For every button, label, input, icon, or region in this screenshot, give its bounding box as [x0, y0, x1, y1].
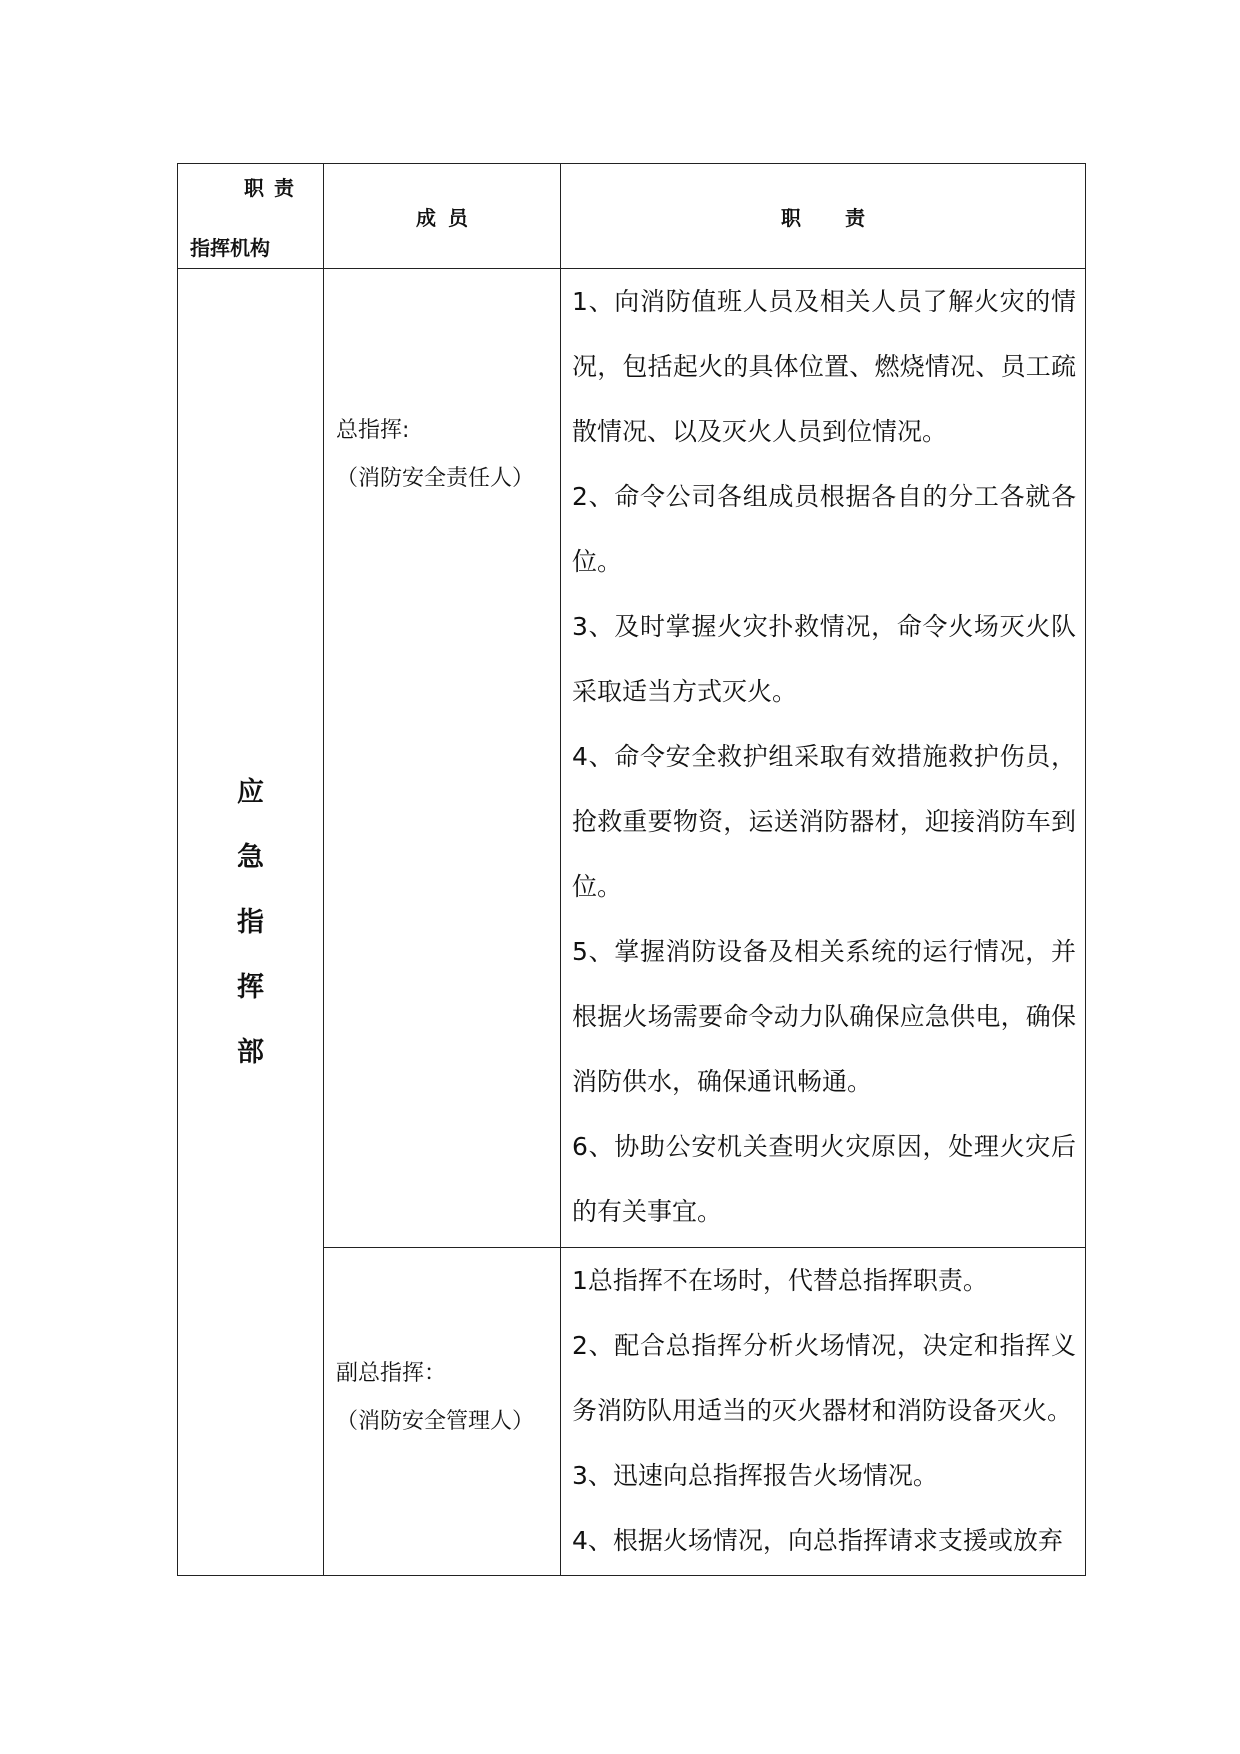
header-duty-cell: [561, 164, 1086, 269]
org-name: 应急指挥部: [237, 776, 264, 1068]
responsibility-table: [177, 163, 1086, 1576]
duty-item: 4、根据火场情况，向总指挥请求支援或放弃: [572, 1526, 1063, 1555]
org-name-cell: [178, 269, 324, 1576]
header-duty: 职责: [781, 205, 909, 230]
duty-cell: [561, 1248, 1086, 1576]
header-row: [178, 164, 1086, 269]
table-row: [178, 269, 1086, 1248]
duty-item: 2、配合总指挥分析火场情况，决定和指挥义务消防队用适当的灭火器材和消防设备灭火。: [572, 1331, 1076, 1425]
duty-cell: [561, 269, 1086, 1248]
duty-item: 6、协助公安机关查明火灾原因，处理火灾后的有关事宜。: [572, 1132, 1076, 1226]
duty-item: 4、命令安全救护组采取有效措施救护伤员，抢救重要物资，运送消防器材，迎接消防车到位。: [572, 742, 1076, 901]
member-title: 副总指挥：: [336, 1361, 447, 1386]
member-role: （消防安全管理人）: [336, 1409, 535, 1434]
duty-item: 1、向消防值班人员及相关人员了解火灾的情况，包括起火的具体位置、燃烧情况、员工疏散情况、以及灭火人员到位情况。: [572, 287, 1076, 446]
header-org-top: 职责: [244, 176, 304, 200]
duty-item: 3、及时掌握火灾扑救情况，命令火场灭火队采取适当方式灭火。: [572, 612, 1076, 706]
duty-item: 5、掌握消防设备及相关系统的运行情况，并根据火场需要命令动力队确保应急供电，确保消防供水，确保通讯畅通。: [572, 937, 1076, 1096]
member-title: 总指挥:: [336, 418, 410, 443]
member-role: （消防安全责任人）: [336, 466, 535, 491]
duty-item: 3、迅速向总指挥报告火场情况。: [572, 1461, 938, 1490]
header-org-bottom: 指挥机构: [190, 236, 270, 260]
header-org-cell: [178, 164, 324, 269]
member-cell: [324, 1248, 561, 1576]
duty-item: 1总指挥不在场时，代替总指挥职责。: [572, 1266, 988, 1295]
header-member: 成员: [416, 205, 480, 230]
header-member-cell: [324, 164, 561, 269]
duty-item: 2、命令公司各组成员根据各自的分工各就各位。: [572, 482, 1076, 576]
member-cell: [324, 269, 561, 1248]
